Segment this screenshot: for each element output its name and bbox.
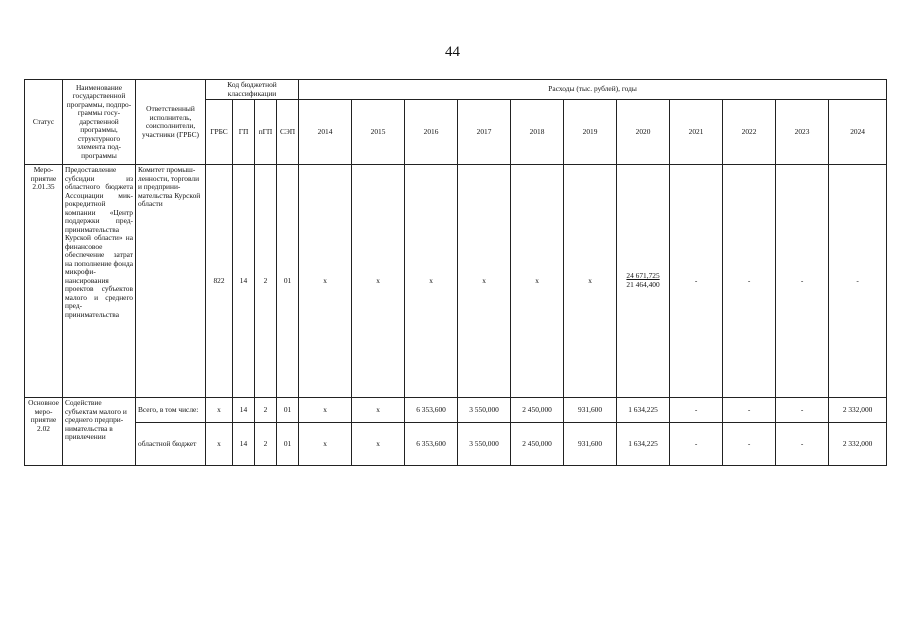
header-code-sep: СЭП bbox=[277, 100, 299, 165]
table-row bbox=[25, 423, 887, 466]
row-value: - bbox=[723, 398, 776, 423]
budget-table bbox=[24, 79, 887, 466]
header-executor: Ответственный исполнитель, соисполнители, участники (ГРБС) bbox=[136, 80, 206, 165]
row-value: 2 332,000 bbox=[829, 398, 887, 423]
row-value: 6 353,600 bbox=[405, 398, 458, 423]
row-code-sep: 01 bbox=[277, 423, 299, 466]
row-code-gp: 14 bbox=[233, 165, 255, 398]
header-year: 2015 bbox=[352, 100, 405, 165]
row-code-pgp: 2 bbox=[255, 398, 277, 423]
row-value: 1 634,225 bbox=[617, 398, 670, 423]
row-code-grbs: х bbox=[206, 398, 233, 423]
row-value: х bbox=[352, 398, 405, 423]
header-expenses: Расходы (тыс. рублей), годы bbox=[299, 80, 887, 100]
row-value: х bbox=[352, 165, 405, 398]
row-value: х bbox=[352, 423, 405, 466]
row-program-name: Предоставление субсидии из областного бюджета Ассоциации микрокредитной компании «Центр поддержки предпринимательства Курской области» на финансовое обеспечение затрат на пополнение фонда микрофинансирования проектов субъектов малого и среднего предпринимательства bbox=[63, 165, 136, 398]
row-value: - bbox=[723, 423, 776, 466]
row-value: 931,600 bbox=[564, 423, 617, 466]
page-number: 44 bbox=[445, 44, 460, 60]
header-year: 2024 bbox=[829, 100, 887, 165]
header-year: 2014 bbox=[299, 100, 352, 165]
row-code-pgp: 2 bbox=[255, 165, 277, 398]
header-year: 2017 bbox=[458, 100, 511, 165]
row-executor: областной бюджет bbox=[136, 423, 206, 466]
header-year: 2018 bbox=[511, 100, 564, 165]
row-value: х bbox=[511, 165, 564, 398]
row-code-gp: 14 bbox=[233, 398, 255, 423]
header-year: 2016 bbox=[405, 100, 458, 165]
header-row bbox=[25, 80, 887, 100]
header-budget-code: Код бюджетной классификации bbox=[206, 80, 299, 100]
value-2020-primary: 24 671,725 bbox=[626, 271, 660, 281]
header-program-name: Наименование государственной программы, подпрограммы государственной программы, структурного элемента подпрограммы bbox=[63, 80, 136, 165]
row-value: 3 550,000 bbox=[458, 423, 511, 466]
row-value: - bbox=[670, 398, 723, 423]
row-program-name: Содействие субъектам малого и среднего предпринимательства в привлечении bbox=[63, 398, 136, 466]
header-year: 2023 bbox=[776, 100, 829, 165]
header-status: Статус bbox=[25, 80, 63, 165]
row-value: - bbox=[776, 423, 829, 466]
table-row bbox=[25, 165, 887, 398]
row-code-grbs: 822 bbox=[206, 165, 233, 398]
header-code-pgp: пГП bbox=[255, 100, 277, 165]
row-value: - bbox=[776, 165, 829, 398]
row-code-grbs: х bbox=[206, 423, 233, 466]
header-year: 2021 bbox=[670, 100, 723, 165]
header-code-gp: ГП bbox=[233, 100, 255, 165]
row-status: Основное мероприятие 2.02 bbox=[25, 398, 63, 466]
row-value: - bbox=[670, 165, 723, 398]
row-value: х bbox=[299, 165, 352, 398]
row-code-sep: 01 bbox=[277, 165, 299, 398]
row-value: х bbox=[564, 165, 617, 398]
row-executor: Комитет промышленности, торговли и предпринимательства Курской области bbox=[136, 165, 206, 398]
header-year: 2019 bbox=[564, 100, 617, 165]
header-year: 2020 bbox=[617, 100, 670, 165]
row-value: 2 450,000 bbox=[511, 398, 564, 423]
row-value: 6 353,600 bbox=[405, 423, 458, 466]
row-value-2020 bbox=[617, 165, 670, 398]
row-executor: Всего, в том числе: bbox=[136, 398, 206, 423]
row-value: - bbox=[670, 423, 723, 466]
row-code-pgp: 2 bbox=[255, 423, 277, 466]
row-value: 3 550,000 bbox=[458, 398, 511, 423]
row-value: х bbox=[405, 165, 458, 398]
row-value: - bbox=[829, 165, 887, 398]
row-value: - bbox=[723, 165, 776, 398]
row-code-gp: 14 bbox=[233, 423, 255, 466]
row-value: - bbox=[776, 398, 829, 423]
row-value: 2 450,000 bbox=[511, 423, 564, 466]
value-2020-secondary: 21 464,400 bbox=[626, 280, 660, 290]
row-value: 1 634,225 bbox=[617, 423, 670, 466]
row-value: х bbox=[299, 423, 352, 466]
row-value: 931,600 bbox=[564, 398, 617, 423]
row-status: Мероприятие 2.01.35 bbox=[25, 165, 63, 398]
table-row bbox=[25, 398, 887, 423]
row-value: х bbox=[299, 398, 352, 423]
row-value: 2 332,000 bbox=[829, 423, 887, 466]
header-year: 2022 bbox=[723, 100, 776, 165]
header-code-grbs: ГРБС bbox=[206, 100, 233, 165]
row-code-sep: 01 bbox=[277, 398, 299, 423]
row-value: х bbox=[458, 165, 511, 398]
